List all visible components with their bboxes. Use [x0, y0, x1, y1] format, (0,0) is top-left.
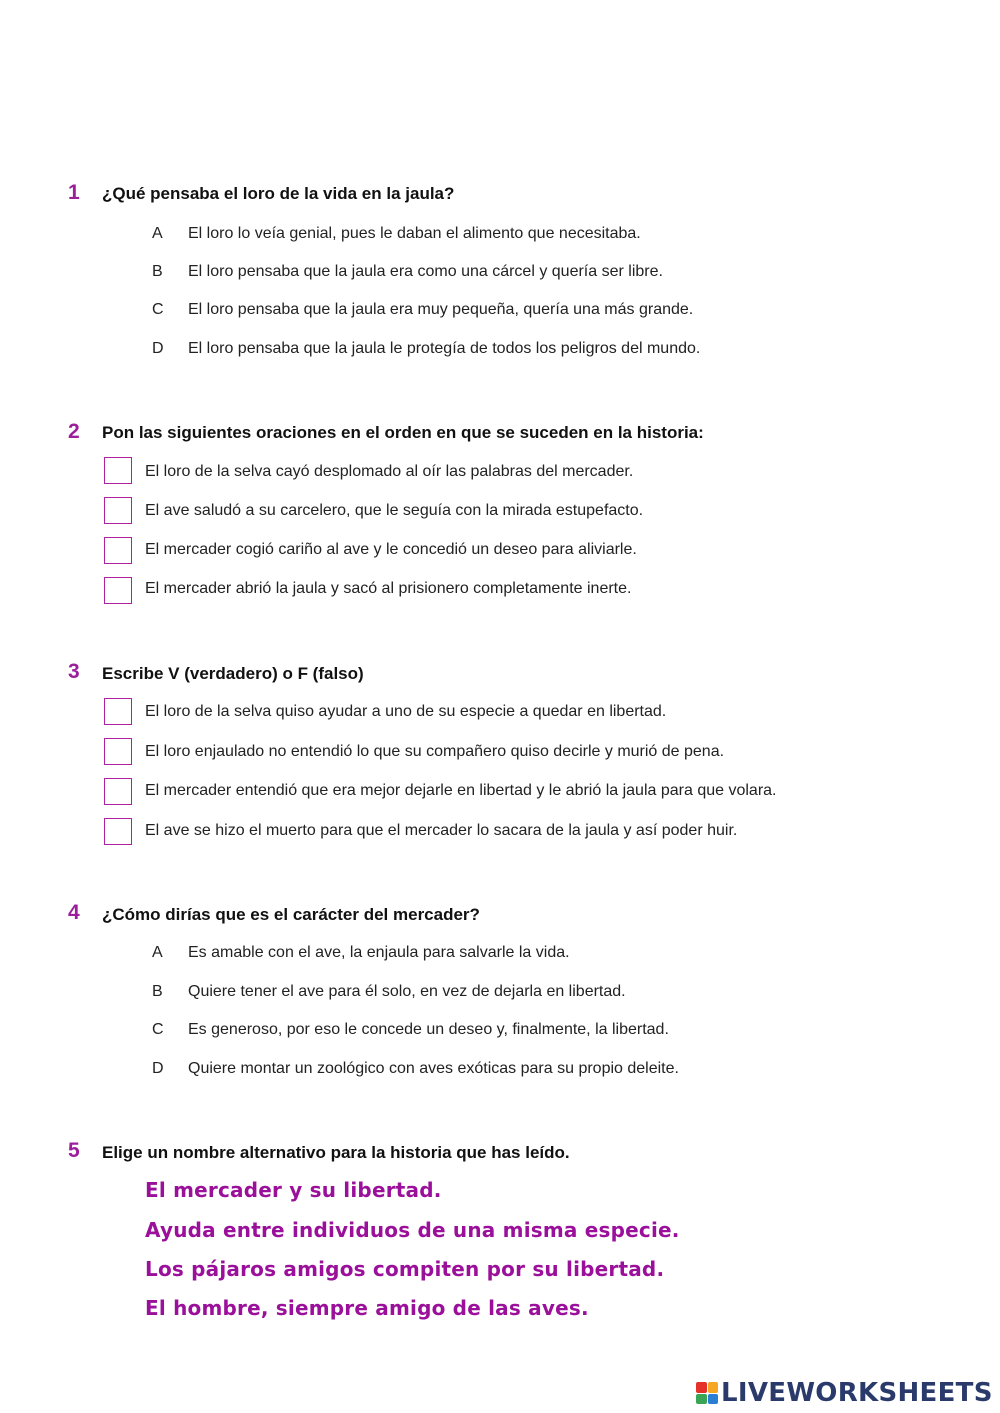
question-1-text: ¿Qué pensaba el loro de la vida en la jaula? [102, 184, 455, 203]
q4-option-a-letter: A [152, 944, 163, 961]
question-3-text: Escribe V (verdadero) o F (falso) [102, 664, 364, 683]
question-5-number: 5 [68, 1139, 80, 1162]
q4-option-d-letter: D [152, 1060, 164, 1077]
question-5-text: Elige un nombre alternativo para la historia que has leído. [102, 1143, 570, 1162]
q1-option-d-letter: D [152, 340, 164, 357]
q4-option-a-text: Es amable con el ave, la enjaula para salvarle la vida. [188, 944, 570, 961]
question-3-number: 3 [68, 660, 80, 683]
q1-option-b-letter: B [152, 263, 163, 280]
q5-choice-1[interactable]: El mercader y su libertad. [145, 1178, 442, 1202]
liveworksheets-logo [696, 1378, 993, 1408]
q2-sentence-3: El mercader cogió cariño al ave y le concedió un deseo para aliviarle. [145, 541, 637, 558]
q4-option-c-letter: C [152, 1021, 164, 1038]
question-2-text: Pon las siguientes oraciones en el orden en que se suceden en la historia: [102, 423, 704, 442]
q2-sentence-4: El mercader abrió la jaula y sacó al prisionero completamente inerte. [145, 580, 632, 597]
q4-option-d-text: Quiere montar un zoológico con aves exóticas para su propio deleite. [188, 1060, 679, 1077]
q5-choice-3[interactable]: Los pájaros amigos compiten por su libertad. [145, 1257, 665, 1281]
q2-order-box-3[interactable] [104, 537, 132, 564]
liveworksheets-logo-icon [696, 1382, 718, 1404]
q1-option-d-text: El loro pensaba que la jaula le protegía de todos los peligros del mundo. [188, 340, 701, 357]
question-1-number: 1 [68, 181, 80, 204]
q4-option-b-letter: B [152, 983, 163, 1000]
q1-option-c-letter: C [152, 301, 164, 318]
q2-sentence-1: El loro de la selva cayó desplomado al oír las palabras del mercader. [145, 463, 634, 480]
liveworksheets-logo-text: LIVEWORKSHEETS [721, 1378, 993, 1408]
q3-statement-3: El mercader entendió que era mejor dejarle en libertad y le abrió la jaula para que volara. [145, 782, 777, 799]
q2-order-box-4[interactable] [104, 577, 132, 604]
q2-order-box-2[interactable] [104, 497, 132, 524]
question-2-number: 2 [68, 420, 80, 443]
q3-statement-4: El ave se hizo el muerto para que el mercader lo sacara de la jaula y así poder huir. [145, 822, 738, 839]
q1-option-c-text: El loro pensaba que la jaula era muy pequeña, quería una más grande. [188, 301, 694, 318]
q3-true-false-box-3[interactable] [104, 778, 132, 805]
q3-statement-2: El loro enjaulado no entendió lo que su compañero quiso decirle y murió de pena. [145, 743, 725, 760]
q4-option-c-text: Es generoso, por eso le concede un deseo y, finalmente, la libertad. [188, 1021, 669, 1038]
q3-statement-1: El loro de la selva quiso ayudar a uno de su especie a quedar en libertad. [145, 703, 667, 720]
q5-choice-4[interactable]: El hombre, siempre amigo de las aves. [145, 1296, 589, 1320]
q3-true-false-box-2[interactable] [104, 738, 132, 765]
q2-order-box-1[interactable] [104, 457, 132, 484]
question-4-text: ¿Cómo dirías que es el carácter del mercader? [102, 905, 480, 924]
q5-choice-2[interactable]: Ayuda entre individuos de una misma especie. [145, 1218, 680, 1242]
question-4-number: 4 [68, 901, 80, 924]
q2-sentence-2: El ave saludó a su carcelero, que le seguía con la mirada estupefacto. [145, 502, 644, 519]
q1-option-a-letter: A [152, 225, 163, 242]
q1-option-a-text: El loro lo veía genial, pues le daban el alimento que necesitaba. [188, 225, 641, 242]
q3-true-false-box-1[interactable] [104, 698, 132, 725]
q1-option-b-text: El loro pensaba que la jaula era como una cárcel y quería ser libre. [188, 263, 663, 280]
q3-true-false-box-4[interactable] [104, 818, 132, 845]
q4-option-b-text: Quiere tener el ave para él solo, en vez de dejarla en libertad. [188, 983, 626, 1000]
